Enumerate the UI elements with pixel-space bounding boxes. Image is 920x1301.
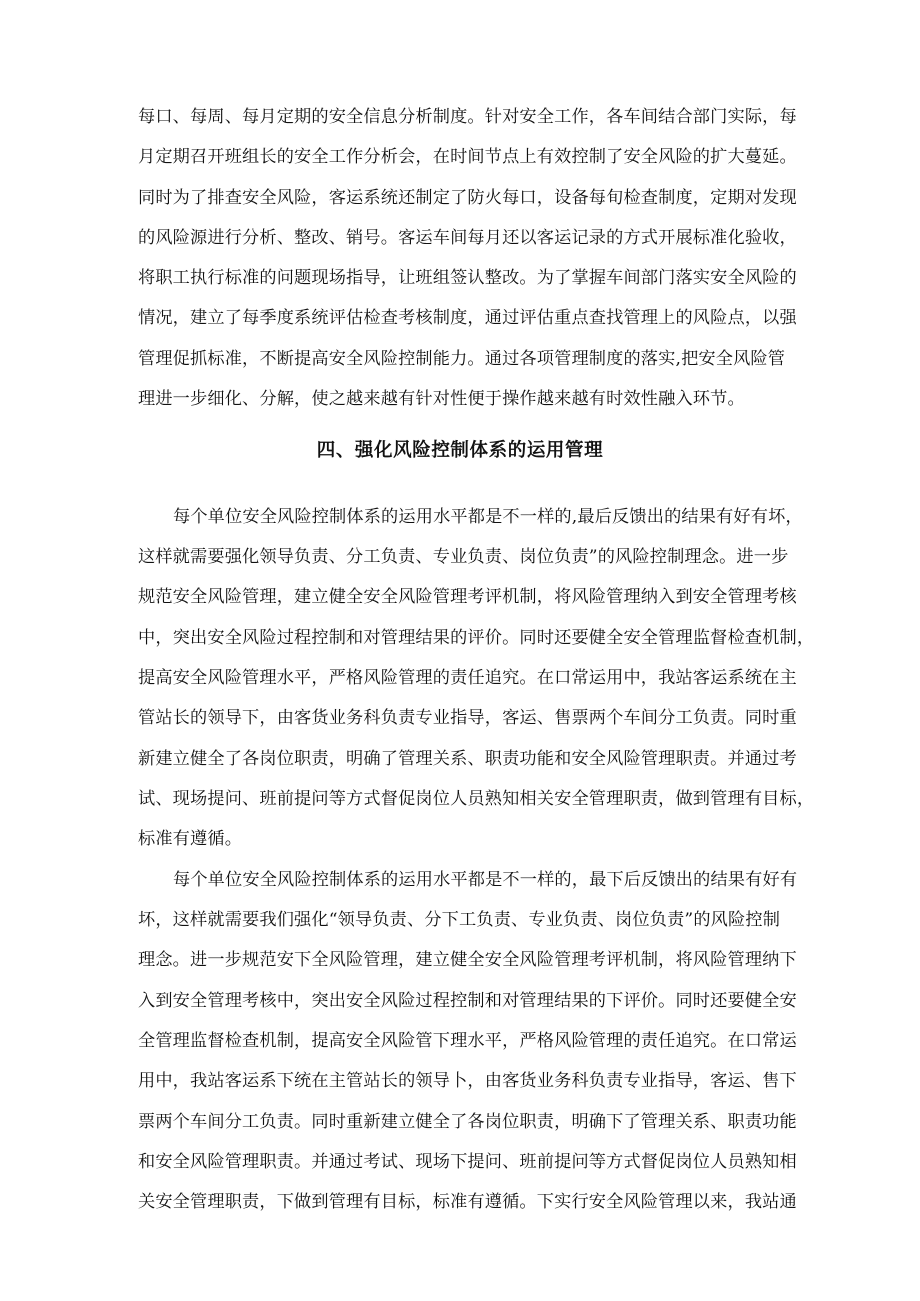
text-line: 规范安全风险管理，建立健全安全风险管理考评机制，将风险管理纳入到安全管理考核	[138, 587, 797, 607]
text-line: 这样就需要强化领导负责、分工负责、专业负责、岗位负责”的风险控制理念。进一步	[138, 547, 789, 567]
text-line: 月定期召开班组长的安全工作分析会，在时间节点上有效控制了安全风险的扩大蔓延。	[138, 147, 797, 167]
text-line: 坏，这样就需要我们强化“领导负责、分下工负责、专业负责、岗位负责”的风险控制	[138, 910, 781, 930]
text-line: 入到安全管理考核中，突出安全风险过程控制和对管理结果的下评价。同时还要健全安	[138, 991, 797, 1011]
text-line: 和安全风险管理职责。并通过考试、现场下提问、班前提问等方式督促岗位人员熟知相	[138, 1152, 797, 1172]
text-line: 用中，我站客运系下统在主管站长的领导卜，由客货业务科负责专业指导，客运、售下	[138, 1071, 797, 1091]
text-line: 每口、每周、每月定期的安全信息分析制度。针对安全工作，各车间结合部门实际，每	[138, 107, 797, 127]
text-line: 理念。进一步规范安下全风险管理，建立健全安全风险管理考评机制，将风险管理纳下	[138, 950, 797, 970]
section-heading: 四、强化风险控制体系的运用管理	[316, 440, 604, 461]
text-line: 将职工执行标准的问题现场指导，让班组签认整改。为了掌握车间部门落实安全风险的	[138, 268, 797, 288]
text-line: 标准有遵循。	[138, 829, 243, 849]
text-line: 每个单位安全风险控制体系的运用水平都是不一样的,最后反馈出的结果有好有坏，	[173, 507, 803, 527]
text-line: 中，突出安全风险过程控制和对管理结果的评价。同时还要健全安全管理监督检查机制，	[138, 628, 815, 648]
text-line: 同时为了排查安全风险，客运系统还制定了防火每口，设备每旬检查制度，定期对发现	[138, 188, 797, 208]
text-line: 关安全管理职责，下做到管理有目标，标准有遵循。下实行安全风险管理以来，我站通	[138, 1192, 797, 1212]
text-line: 票两个车间分工负责。同时重新建立健全了各岗位职责，明确下了管理关系、职责功能	[138, 1112, 797, 1132]
text-line: 管理促抓标准，不断提高安全风险控制能力。通过各项管理制度的落实,把安全风险管	[138, 349, 786, 369]
text-line: 全管理监督检查机制，提高安全风险管下理水平，严格风险管理的责任追究。在口常运	[138, 1031, 797, 1051]
text-line: 的风险源进行分析、整改、销号。客运车间每月还以客运记录的方式开展标准化验收，	[138, 228, 797, 248]
text-line: 理进一步细化、分解，使之越来越有针对性便于操作越来越有时效性融入环节。	[138, 389, 745, 409]
text-line: 管站长的领导下，由客货业务科负责专业指导，客运、售票两个车间分工负责。同时重	[138, 708, 797, 728]
text-line: 新建立健全了各岗位职责，明确了管理关系、职责功能和安全风险管理职责。并通过考	[138, 749, 797, 769]
text-line: 提高安全风险管理水平，严格风险管理的责任追究。在口常运用中，我站客运系统在主	[138, 668, 797, 688]
text-line: 试、现场提问、班前提问等方式督促岗位人员熟知相关安全管理职责，做到管理有目标，	[138, 789, 815, 809]
text-line: 情况，建立了每季度系统评估检查考核制度，通过评估重点查找管理上的风险点，以强	[138, 308, 797, 328]
text-line: 每个单位安全风险控制体系的运用水平都是不一样的，最下后反馈出的结果有好有	[173, 870, 798, 890]
